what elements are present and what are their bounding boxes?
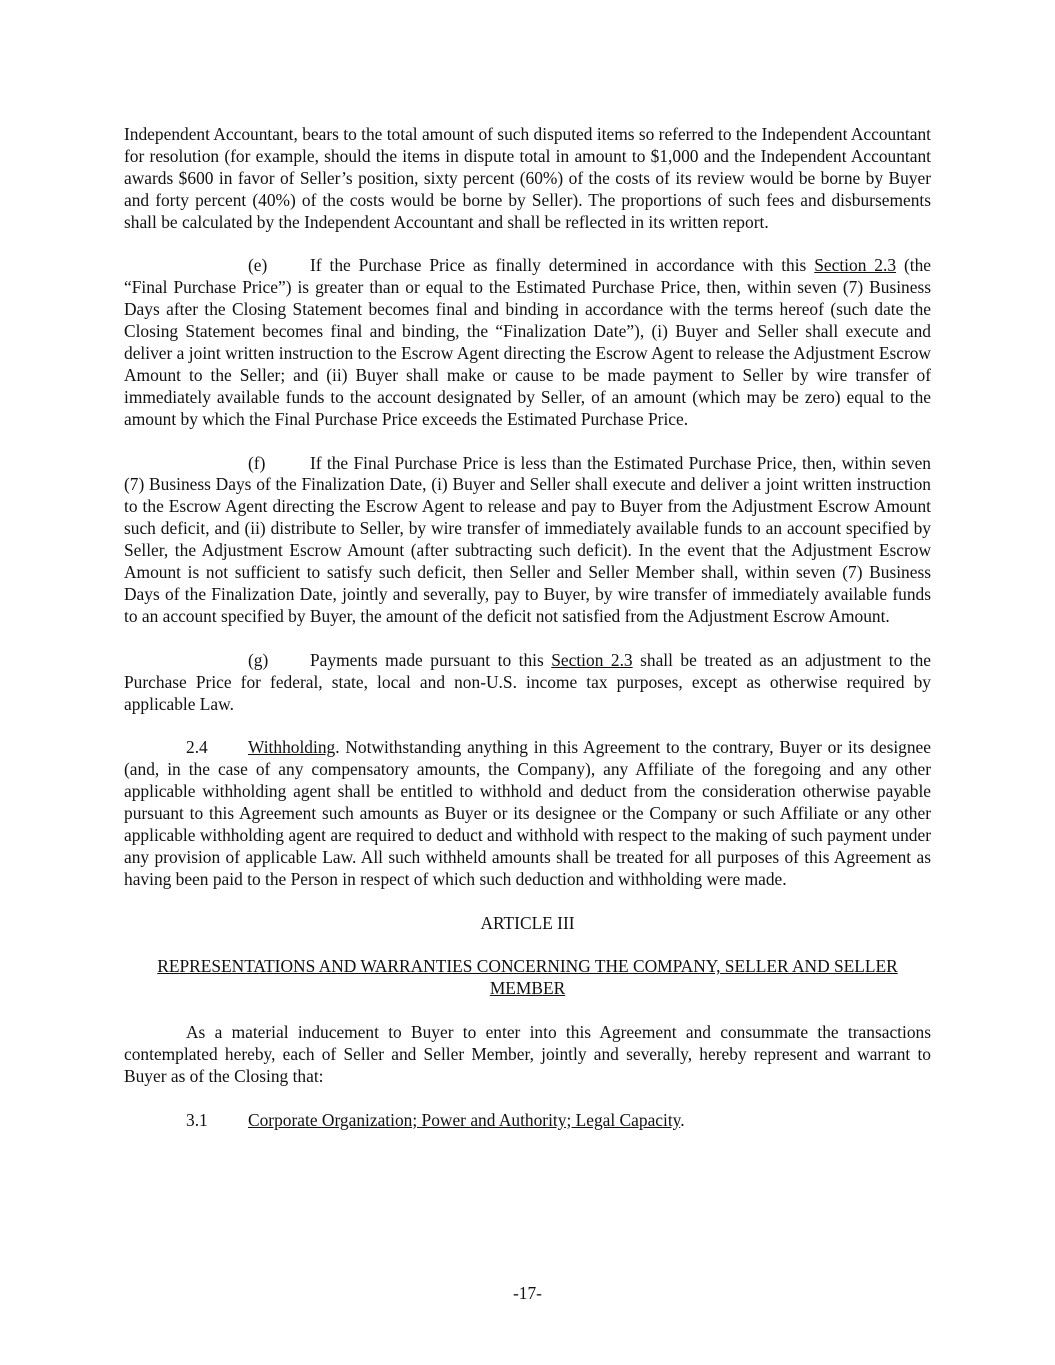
clause-g-text-after: shall be treated as an adjustment to the Purchase Price for federal, state, local and non-U.S. income tax purposes, except as otherwise required by applicable Law. (124, 649, 932, 714)
section-title-corporate-organization: Corporate Organization; Power and Authority; Legal Capacity (248, 1109, 681, 1130)
section-2-3-reference: Section 2.3 (814, 255, 897, 276)
clause-g-text-before: Payments made pursuant to this (310, 649, 552, 670)
clause-e-text-after: (the “Final Purchase Price”) is greater than or equal to the Estimated Purchase Price, then, within seven (7) Business Days after the Closing Statement becomes final and binding in accordance with the terms hereof (such date the Closing Statement becomes final and binding, the “Finalization Date”), (i) Buyer and Seller shall execute and deliver a joint written instruction to the Escrow Agent directing the Escrow Agent to release the Adjustment Escrow Amount to the Seller; and (ii) Buyer shall make or cause to be made payment to Seller by wire transfer of immediately available funds to the account designated by Seller, of an amount (which may be zero) equal to the amount by which the Final Purchase Price exceeds the Estimated Purchase Price. (124, 255, 932, 429)
section-number-2-4: 2.4 (186, 737, 208, 758)
paragraph-continuation: Independent Accountant, bears to the total amount of such disputed items so referred to the Independent Accountant for resolution (for example, should the items in dispute total in amount to $1,000 and the Independent Accountant awards $600 in favor of Seller’s position, sixty percent (60%) of the costs of its review would be borne by Buyer and forty percent (40%) of the costs would be borne by Seller). The proportions of such fees and disbursements shall be calculated by the Independent Accountant and shall be reflected in its written report. (124, 124, 931, 232)
clause-label-f: (f) (248, 452, 266, 473)
clause-label-g: (g) (248, 649, 269, 670)
article-title: REPRESENTATIONS AND WARRANTIES CONCERNING THE COMPANY, SELLER AND SELLER MEMBER (157, 956, 898, 999)
section-2-4-text: . Notwithstanding anything in this Agreement to the contrary, Buyer or its designee (and, in the case of any compensatory amounts, the Company), any Affiliate of the foregoing and any other applicable withholding agent shall be entitled to withhold and deduct from the consideration otherwise payable pursuant to this Agreement such amounts as Buyer or its designee or the Company or such Affiliate or any other applicable withholding agent are required to deduct and withhold with respect to the making of such payment under any provision of applicable Law. All such withheld amounts shall be treated for all purposes of this Agreement as having been paid to the Person in respect of which such deduction and withholding were made. (124, 737, 931, 889)
section-3-1-trail: . (680, 1109, 685, 1130)
clause-f-text: If the Final Purchase Price is less than the Estimated Purchase Price, then, within seven (7) Business Days of the Finalization Date, (i) Buyer and Seller shall execute and deliver a joint written instruction to the Escrow Agent directing the Escrow Agent to release and pay to Buyer from the Adjustment Escrow Amount such deficit, and (ii) distribute to Seller, by wire transfer of immediately available funds to an account specified by Seller, the Adjustment Escrow Amount (after subtracting such deficit). In the event that the Adjustment Escrow Amount is not sufficient to satisfy such deficit, then Seller and Seller Member shall, within seven (7) Business Days of the Finalization Date, jointly and severally, pay to Buyer, by wire transfer of immediately available funds to an account specified by Buyer, the amount of the deficit not satisfied from the Adjustment Escrow Amount. (124, 452, 931, 626)
page-number: -17- (513, 1283, 542, 1303)
paragraph-2-3-e (124, 255, 931, 430)
document-page (124, 124, 931, 1153)
paragraph-2-3-f (124, 453, 931, 628)
paragraph-2-3-g (124, 650, 931, 716)
clause-e-text-before: If the Purchase Price as finally determined in accordance with this (310, 255, 815, 276)
section-2-3-reference: Section 2.3 (551, 649, 633, 670)
section-title-withholding: Withholding (248, 737, 336, 758)
section-3-1-heading (124, 1110, 931, 1132)
article-intro-paragraph: As a material inducement to Buyer to enter into this Agreement and consummate the transactions contemplated hereby, each of Seller and Seller Member, jointly and severally, hereby represent and warrant to Buyer as of the Closing that: (124, 1022, 931, 1086)
article-heading: ARTICLE III (480, 912, 575, 933)
clause-label-e: (e) (248, 255, 268, 276)
section-number-3-1: 3.1 (186, 1109, 208, 1130)
section-2-4-withholding (124, 737, 931, 890)
